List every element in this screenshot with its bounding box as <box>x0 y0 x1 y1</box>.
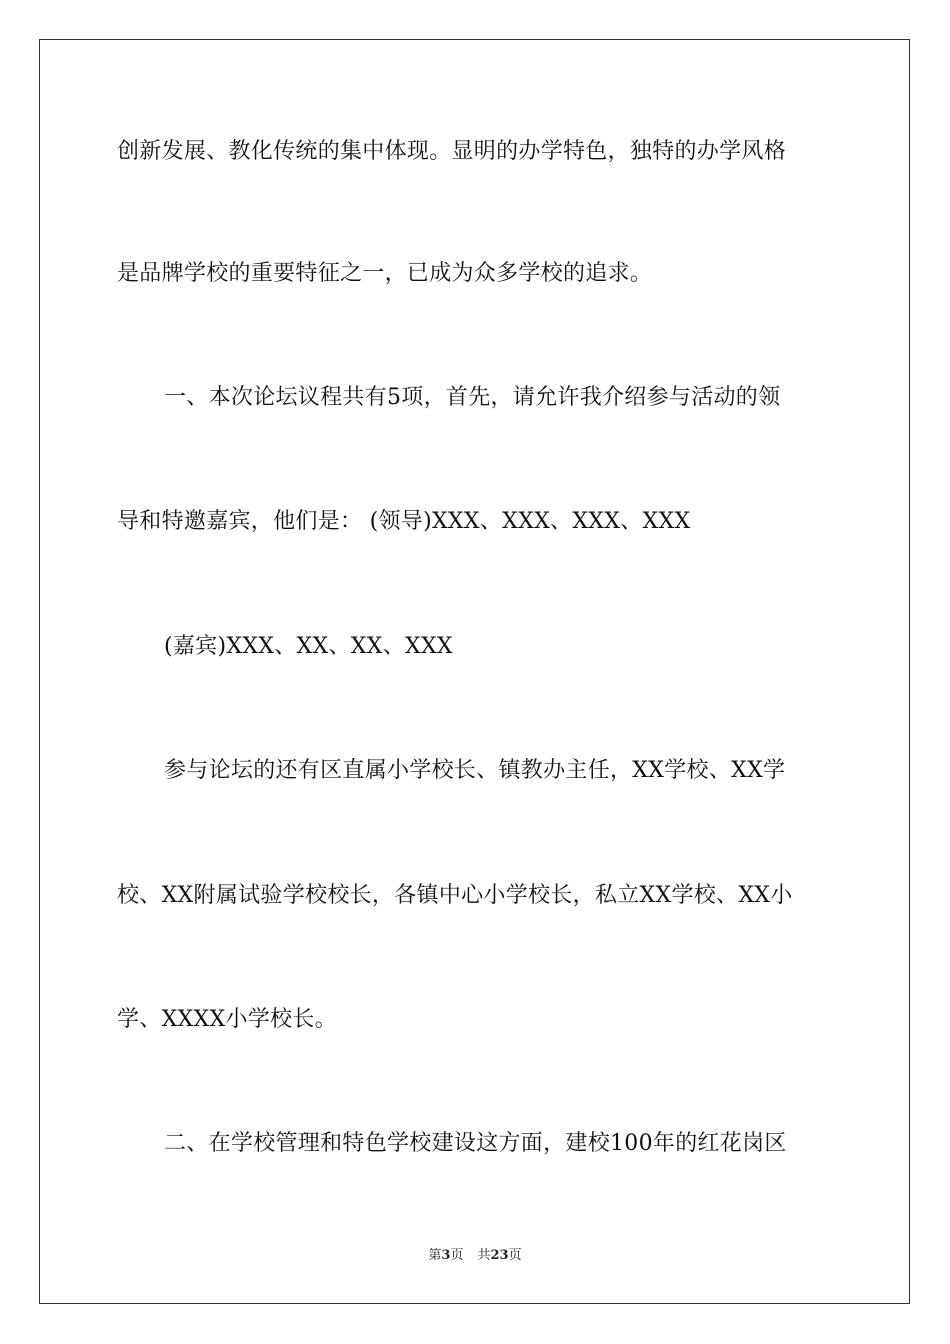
body-text-line-1: 创新发展、教化传统的集中体现。显明的办学特色，独特的办学风格 <box>117 139 787 164</box>
page-suffix: 页 <box>450 1248 464 1263</box>
body-text-line-5: (嘉宾)XXX、XX、XX、XXX <box>164 634 453 659</box>
page-prefix: 第 <box>428 1248 442 1263</box>
page-number: 3 <box>441 1248 451 1263</box>
total-prefix: 共 <box>477 1248 491 1263</box>
body-text-line-8: 学、XXXX小学校长。 <box>117 1007 337 1032</box>
page-footer <box>0 1247 950 1265</box>
body-text-line-3: 一、本次论坛议程共有5项，首先，请允许我介绍参与活动的领 <box>164 385 781 410</box>
body-text-line-4: 导和特邀嘉宾，他们是： (领导)XXX、XXX、XXX、XXX <box>117 509 691 534</box>
body-text-line-6: 参与论坛的还有区直属小学校长、镇教办主任，XX学校、XX学 <box>164 758 786 783</box>
page-border <box>39 39 910 1304</box>
total-pages: 23 <box>490 1248 509 1263</box>
body-text-line-9: 二、在学校管理和特色学校建设这方面，建校100年的红花岗区 <box>164 1131 787 1156</box>
total-suffix: 页 <box>508 1248 522 1263</box>
body-text-line-7: 校、XX附属试验学校校长，各镇中心小学校长，私立XX学校、XX小 <box>117 883 793 908</box>
body-text-line-2: 是品牌学校的重要特征之一，已成为众多学校的追求。 <box>117 261 653 286</box>
